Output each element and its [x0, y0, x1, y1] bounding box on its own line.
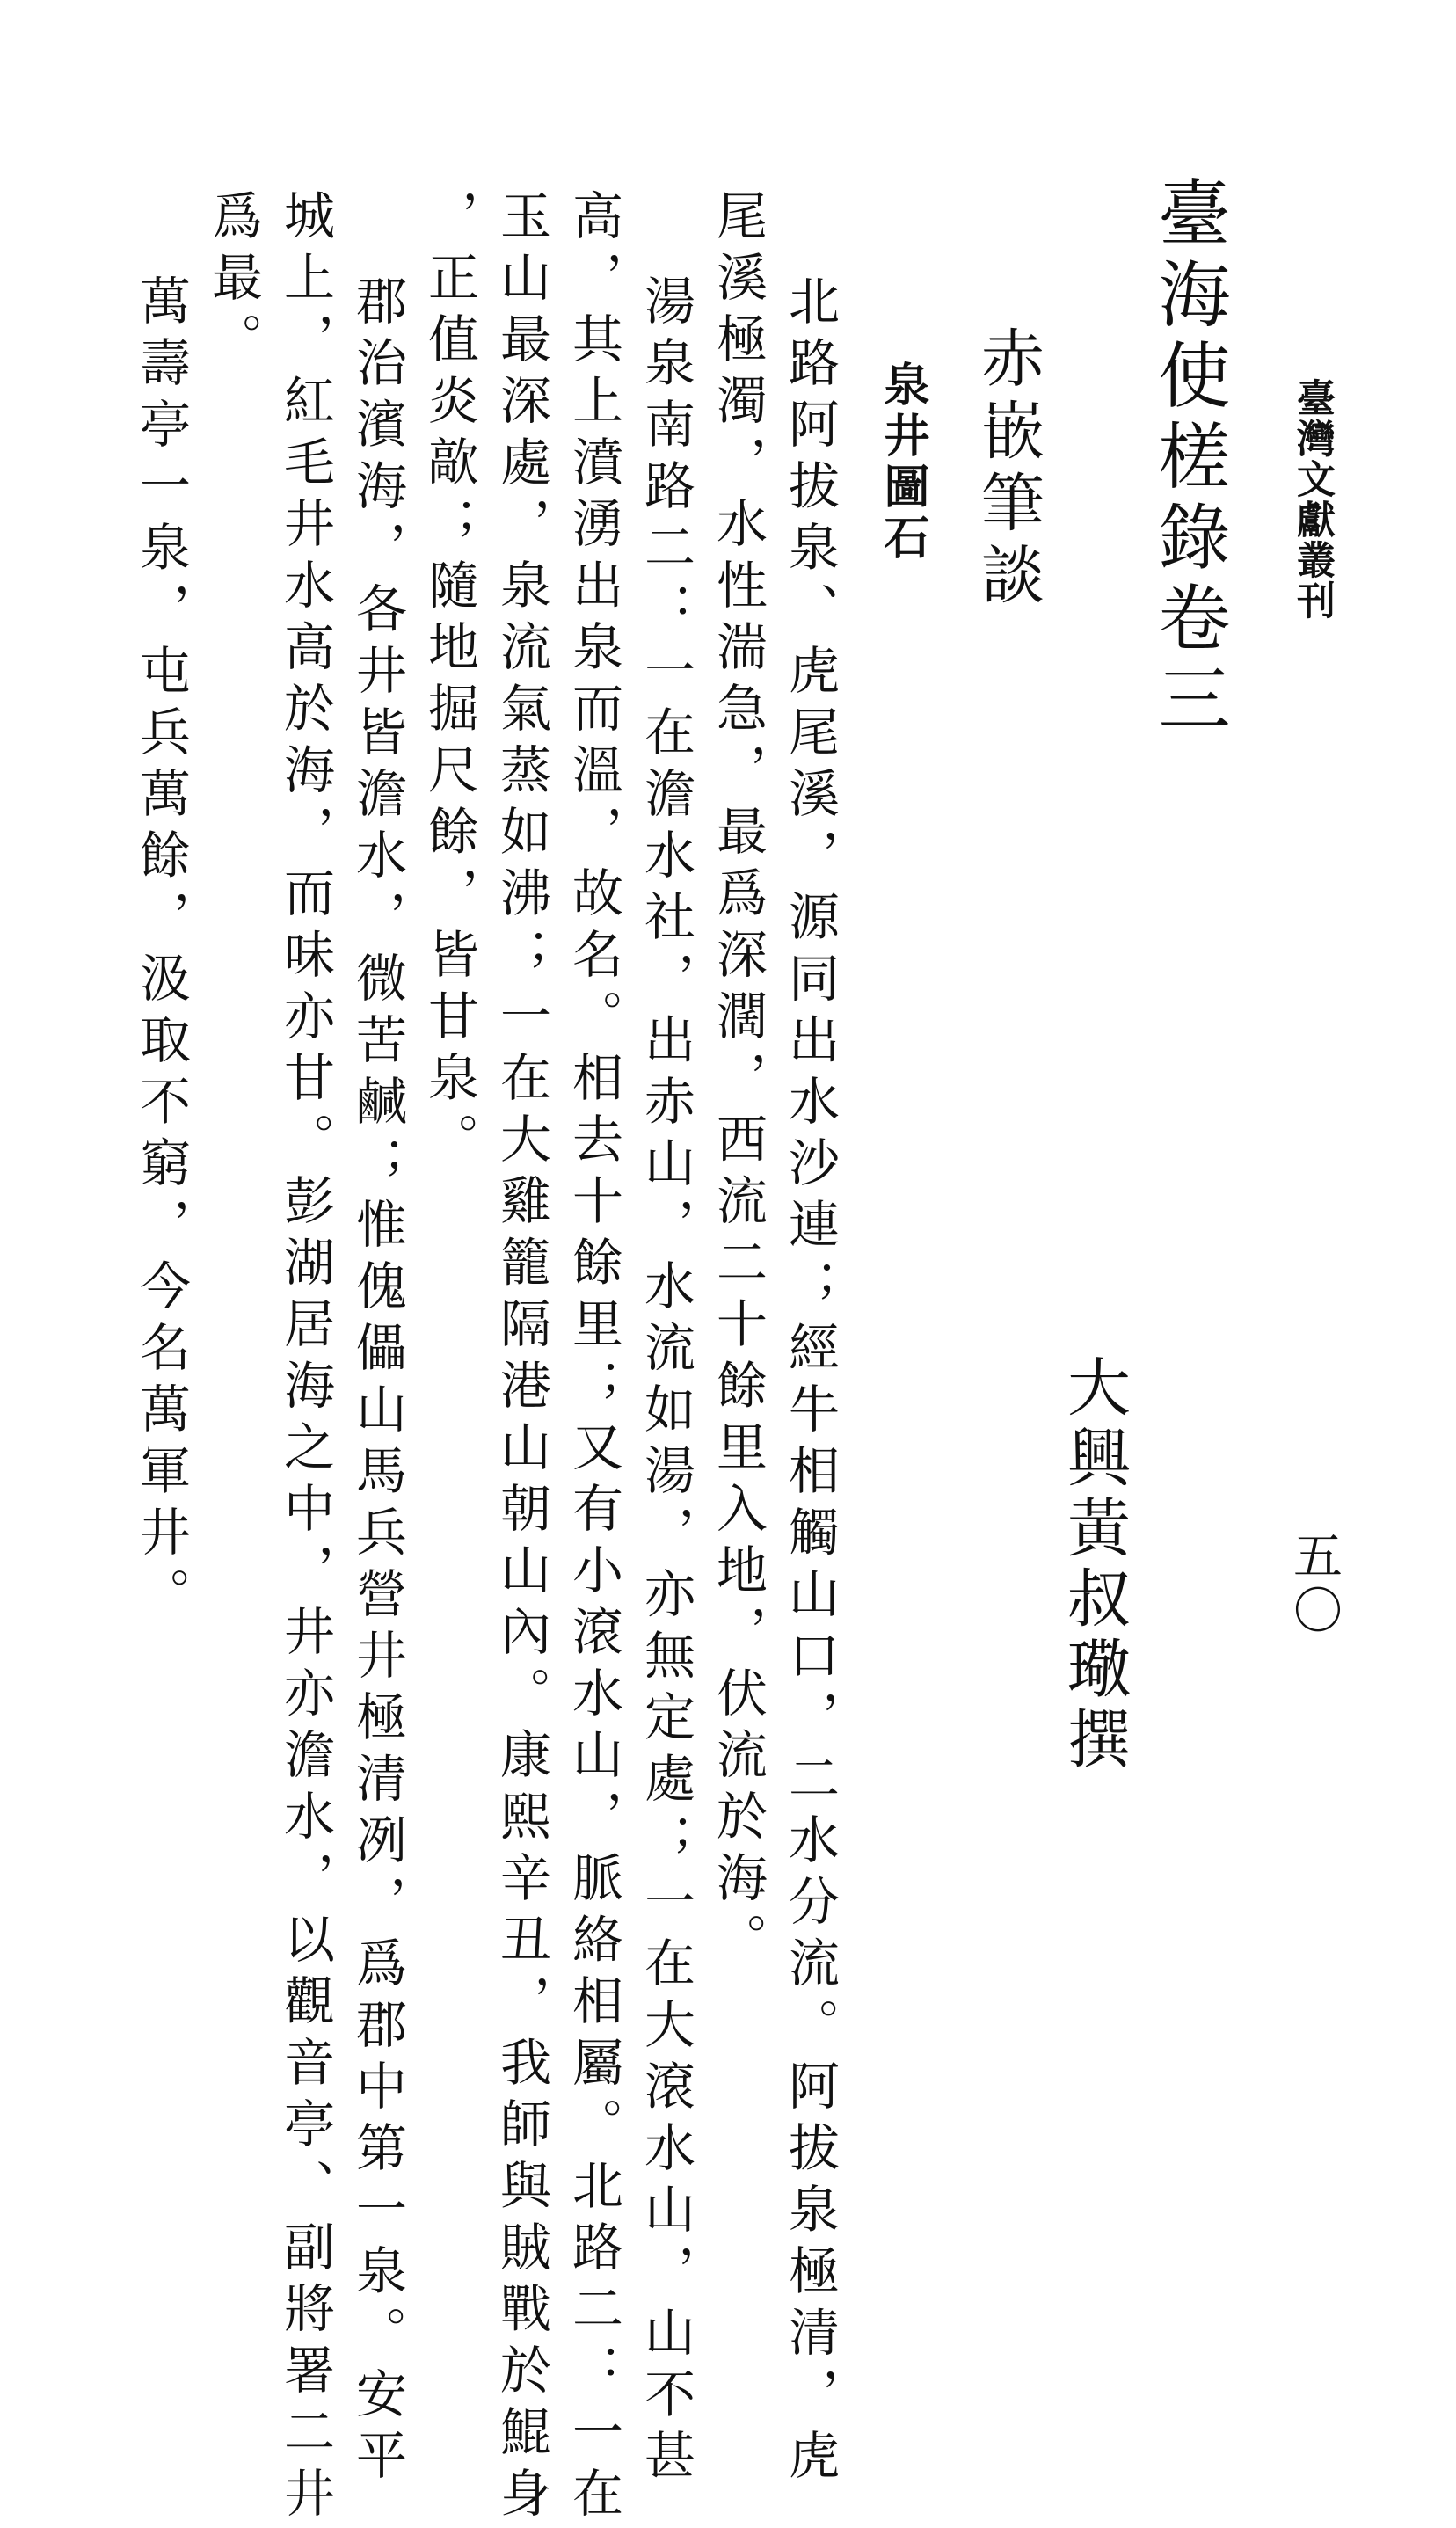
- text-column: 北路阿拔泉、虎尾溪，源同出水沙連；經牛相觸山口，二水分流。阿拔泉極清，虎: [780, 274, 840, 2490]
- text-column: 高，其上濆湧出泉而溫，故名。相去十餘里；又有小滾水山，脈絡相屬。北路二：一在: [564, 189, 623, 2528]
- text-column: 玉山最深處，泉流氣蒸如沸；一在大雞籠隔港山朝山內。康熙辛丑，我師與賊戰於鯤身: [491, 189, 551, 2528]
- text-column: 爲最。: [203, 189, 263, 374]
- text-column: 尾溪極濁，水性湍急，最爲深濶，西流二十餘里入地，伏流於海。: [708, 189, 768, 1974]
- text-column: 郡治濱海，各井皆澹水，微苦鹹；惟傀儡山馬兵營井極清冽，爲郡中第一泉。安平: [347, 274, 407, 2490]
- text-column: 城上，紅毛井水高於海，而味亦甘。彭湖居海之中，井亦澹水，以觀音亭、副將署二井: [275, 189, 335, 2528]
- subsection-title: 泉井圖石: [876, 361, 928, 565]
- text-column: 萬壽亭一泉，屯兵萬餘，汲取不窮，今名萬軍井。: [131, 274, 191, 1628]
- volume-title: 臺海使槎錄卷三: [1147, 176, 1230, 742]
- series-title: 臺灣文獻叢刊: [1290, 378, 1335, 621]
- section-title: 赤嵌筆談: [971, 325, 1045, 614]
- text-column: ，正值炎歊；隨地掘尺餘，皆甘泉。: [419, 189, 479, 1174]
- text-column: 湯泉南路二：一在澹水社，出赤山，水流如湯，亦無定處；一在大滾水山，山不甚: [636, 274, 695, 2490]
- author-line: 大興黃叔璥撰: [1057, 1354, 1131, 1776]
- page-number: 五〇: [1285, 1530, 1343, 1639]
